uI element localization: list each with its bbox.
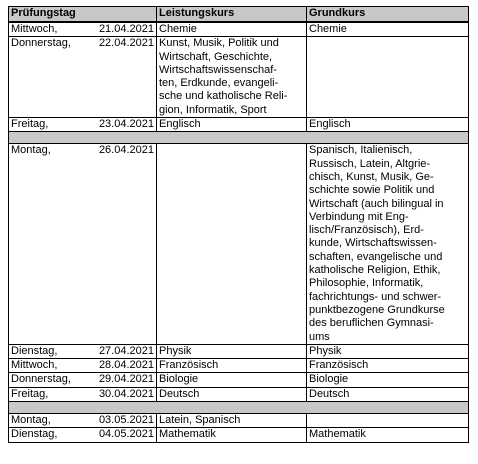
- day-cell: [9, 37, 157, 118]
- date: 03.05.2021: [98, 414, 154, 427]
- lk-cell: Chemie: [157, 22, 307, 37]
- date: 22.04.2021: [98, 37, 154, 50]
- day-cell: [9, 414, 157, 428]
- day-cell: [9, 373, 157, 387]
- day-cell: [9, 344, 157, 358]
- gk-cell: Deutsch: [307, 387, 469, 401]
- table-row: [9, 22, 469, 37]
- day-cell: [9, 22, 157, 37]
- table-row: [9, 344, 469, 358]
- date: 21.04.2021: [98, 23, 154, 35]
- gk-cell: Mathematik: [307, 428, 469, 442]
- day-cell: [9, 428, 157, 442]
- date: 29.04.2021: [98, 373, 154, 386]
- lk-cell: Physik: [157, 344, 307, 358]
- table-header-row: [9, 7, 469, 23]
- lk-cell: Französisch: [157, 359, 307, 373]
- weekday: Mittwoch,: [11, 23, 58, 35]
- table-row: [9, 414, 469, 428]
- gk-cell: [307, 37, 469, 118]
- date: 04.05.2021: [98, 428, 154, 441]
- date: 27.04.2021: [98, 344, 154, 357]
- day-cell: [9, 359, 157, 373]
- week-separator-row: [9, 402, 469, 414]
- day-cell: [9, 118, 157, 132]
- gk-cell: Physik: [307, 344, 469, 358]
- table-row: [9, 387, 469, 401]
- weekday: Montag,: [11, 414, 51, 427]
- table-row: [9, 373, 469, 387]
- header-grundkurs: Grundkurs: [307, 7, 469, 23]
- date: 23.04.2021: [98, 118, 154, 131]
- gk-cell: Chemie: [307, 22, 469, 37]
- day-cell: [9, 387, 157, 401]
- table-row: [9, 144, 469, 344]
- weekday: Donnerstag,: [11, 373, 71, 386]
- table-row: [9, 428, 469, 442]
- day-cell: [9, 144, 157, 344]
- weekday: Donnerstag,: [11, 37, 71, 50]
- weekday: Dienstag,: [11, 428, 58, 441]
- date: 26.04.2021: [98, 144, 154, 157]
- weekday: Freitag,: [11, 387, 49, 400]
- weekday: Montag,: [11, 144, 51, 157]
- lk-cell: Mathematik: [157, 428, 307, 442]
- lk-cell: Deutsch: [157, 387, 307, 401]
- date: 30.04.2021: [98, 387, 154, 400]
- lk-cell: Biologie: [157, 373, 307, 387]
- header-exam-day: Prüfungstag: [9, 7, 157, 23]
- gk-cell: Spanisch, Italienisch, Russisch, Latein, Altgrie- chisch, Kunst, Musik, Ge- schichte sowie Politik und Wirtschaft (auch bilingual in Verbindung mit Eng- lisch/Französisch), Erd- kunde, Wirtschaftswissen- schaften, evangelische und katholische Religion, Ethik, Philosophie, Informatik, fachrichtungs- und schwer- punktbezogene Grundkurse des beruflichen Gymnasi- ums: [307, 144, 469, 344]
- gk-cell: Biologie: [307, 373, 469, 387]
- header-leistungskurs: Leistungskurs: [157, 7, 307, 23]
- week-separator: [9, 132, 469, 144]
- lk-cell: Kunst, Musik, Politik und Wirtschaft, Geschichte, Wirtschaftswissenschaf- ten, Erdkunde, evangeli- sche und katholische Reli- gion, Informatik, Sport: [157, 37, 307, 118]
- gk-cell: Englisch: [307, 118, 469, 132]
- week-separator-row: [9, 132, 469, 144]
- table-row: [9, 37, 469, 118]
- weekday: Mittwoch,: [11, 359, 58, 372]
- date: 28.04.2021: [98, 359, 154, 372]
- lk-cell: Englisch: [157, 118, 307, 132]
- table-row: [9, 118, 469, 132]
- weekday: Freitag,: [11, 118, 49, 131]
- gk-cell: Französisch: [307, 359, 469, 373]
- lk-cell: Latein, Spanisch: [157, 414, 307, 428]
- table-row: [9, 359, 469, 373]
- gk-cell: [307, 414, 469, 428]
- lk-cell: [157, 144, 307, 344]
- weekday: Dienstag,: [11, 344, 58, 357]
- exam-schedule-table: [8, 6, 469, 443]
- week-separator: [9, 402, 469, 414]
